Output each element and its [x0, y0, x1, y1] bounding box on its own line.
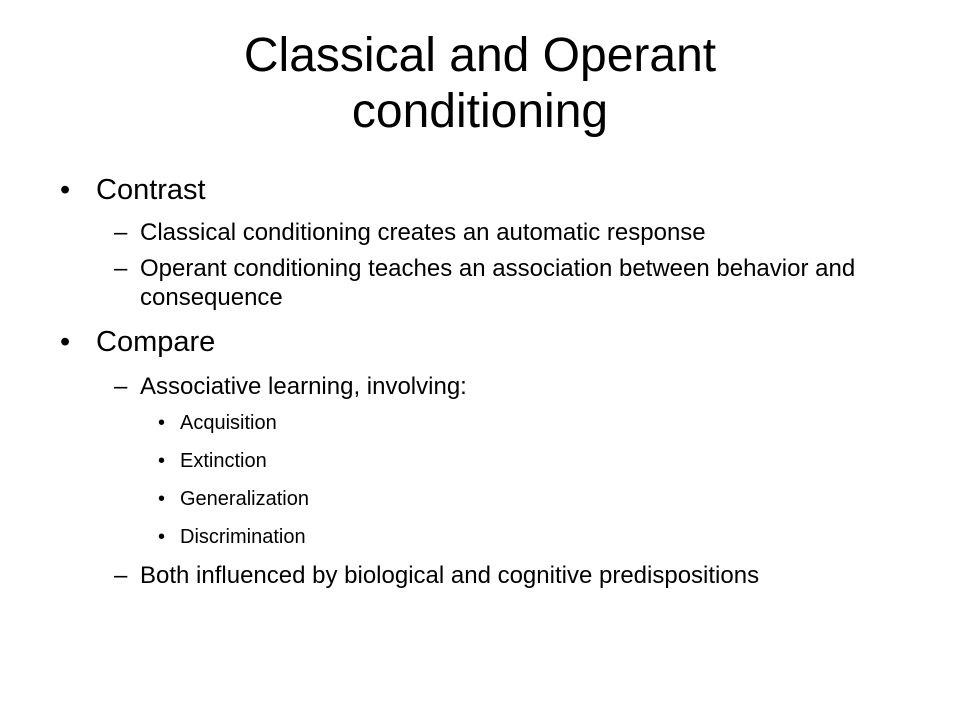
sub-item-text: Generalization — [180, 488, 309, 510]
title-line-1: Classical and Operant — [243, 29, 717, 82]
compare-item-both — [60, 561, 860, 590]
compare-item-text: Associative learning, involving: — [140, 373, 467, 400]
dash-icon: – — [114, 562, 128, 589]
contrast-item-text: Classical conditioning creates an automatic response — [140, 219, 706, 246]
bullet-icon: • — [158, 488, 166, 510]
dash-icon: – — [114, 255, 128, 282]
bullet-icon: • — [60, 174, 71, 206]
bullet-icon: • — [158, 526, 166, 548]
sub-item-acquisition — [60, 411, 910, 435]
bullet-icon: • — [60, 326, 71, 358]
sub-item-text: Acquisition — [180, 412, 277, 434]
compare-item-text: Both influenced by biological and cognitive predispositions — [140, 562, 760, 589]
contrast-item-classical — [60, 218, 910, 247]
sub-item-text: Extinction — [180, 450, 267, 472]
bullet-contrast — [60, 172, 910, 208]
bullet-contrast-label: Contrast — [96, 174, 206, 206]
contrast-item-operant — [60, 254, 910, 312]
sub-item-discrimination — [60, 525, 910, 549]
bullet-compare — [60, 324, 910, 360]
sub-item-generalization — [60, 487, 910, 511]
dash-icon: – — [114, 219, 128, 246]
sub-item-text: Discrimination — [180, 526, 306, 548]
title-line-2: conditioning — [351, 85, 609, 138]
slide-title — [80, 28, 880, 140]
dash-icon: – — [114, 373, 128, 400]
compare-item-associative — [60, 372, 910, 401]
bullet-icon: • — [158, 412, 166, 434]
sub-item-extinction — [60, 449, 910, 473]
slide-content — [60, 172, 910, 590]
bullet-icon: • — [158, 450, 166, 472]
bullet-compare-label: Compare — [96, 326, 216, 358]
contrast-item-text: Operant conditioning teaches an association between behavior and consequence — [140, 255, 856, 311]
